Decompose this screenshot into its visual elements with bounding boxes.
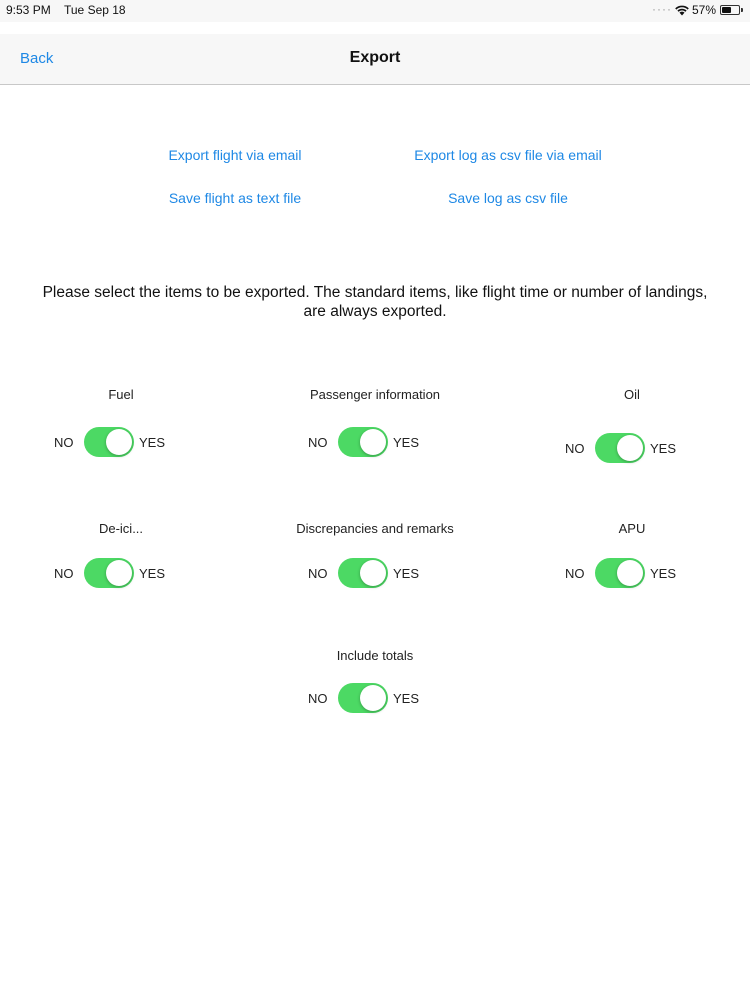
wifi-icon — [674, 4, 690, 16]
no-label: NO — [308, 566, 328, 581]
toggle-knob — [360, 685, 386, 711]
no-label: NO — [54, 435, 74, 450]
yes-label: YES — [139, 566, 166, 581]
navigation-bar — [0, 34, 750, 85]
option-label: Fuel — [108, 387, 134, 402]
save-flight-text-link[interactable]: Save flight as text file — [168, 190, 302, 206]
option-label: Discrepancies and remarks — [296, 521, 454, 536]
signal-dots-icon: ···· — [652, 2, 672, 16]
yes-label: YES — [393, 435, 420, 450]
toggle-knob — [617, 435, 643, 461]
yes-label: YES — [393, 566, 420, 581]
no-label: NO — [308, 691, 328, 706]
option-label: Oil — [624, 387, 640, 402]
option-label: Passenger information — [309, 387, 441, 402]
instructions-text: Please select the items to be exported. The standard items, like flight time or number of landings, are always exported. — [42, 284, 708, 320]
passenger-information-toggle[interactable] — [338, 427, 388, 457]
toggle-knob — [617, 560, 643, 586]
apu-toggle[interactable] — [595, 558, 645, 588]
yes-label: YES — [393, 691, 420, 706]
option-label: APU — [618, 521, 646, 536]
battery-level-fill — [722, 7, 731, 13]
no-label: NO — [308, 435, 328, 450]
status-date: Tue Sep 18 — [64, 3, 126, 17]
status-bar — [0, 0, 750, 22]
battery-icon — [720, 5, 740, 15]
option-label: Include totals — [336, 648, 414, 663]
yes-label: YES — [139, 435, 166, 450]
discrepancies-remarks-toggle[interactable] — [338, 558, 388, 588]
toggle-knob — [360, 560, 386, 586]
battery-cap — [741, 8, 743, 12]
status-time: 9:53 PM — [6, 3, 51, 17]
export-flight-email-link[interactable]: Export flight via email — [168, 147, 302, 163]
yes-label: YES — [650, 566, 677, 581]
toggle-knob — [360, 429, 386, 455]
fuel-toggle[interactable] — [84, 427, 134, 457]
no-label: NO — [54, 566, 74, 581]
include-totals-toggle[interactable] — [338, 683, 388, 713]
option-label: De-ici... — [98, 521, 144, 536]
page-title: Export — [349, 49, 401, 66]
deicing-toggle[interactable] — [84, 558, 134, 588]
no-label: NO — [565, 566, 585, 581]
yes-label: YES — [650, 441, 677, 456]
oil-toggle[interactable] — [595, 433, 645, 463]
save-log-csv-link[interactable]: Save log as csv file — [448, 190, 568, 206]
battery-percent: 57% — [692, 3, 717, 17]
toggle-knob — [106, 429, 132, 455]
back-button[interactable]: Back — [20, 50, 54, 67]
toggle-knob — [106, 560, 132, 586]
export-log-csv-email-link[interactable]: Export log as csv file via email — [414, 147, 602, 163]
no-label: NO — [565, 441, 585, 456]
